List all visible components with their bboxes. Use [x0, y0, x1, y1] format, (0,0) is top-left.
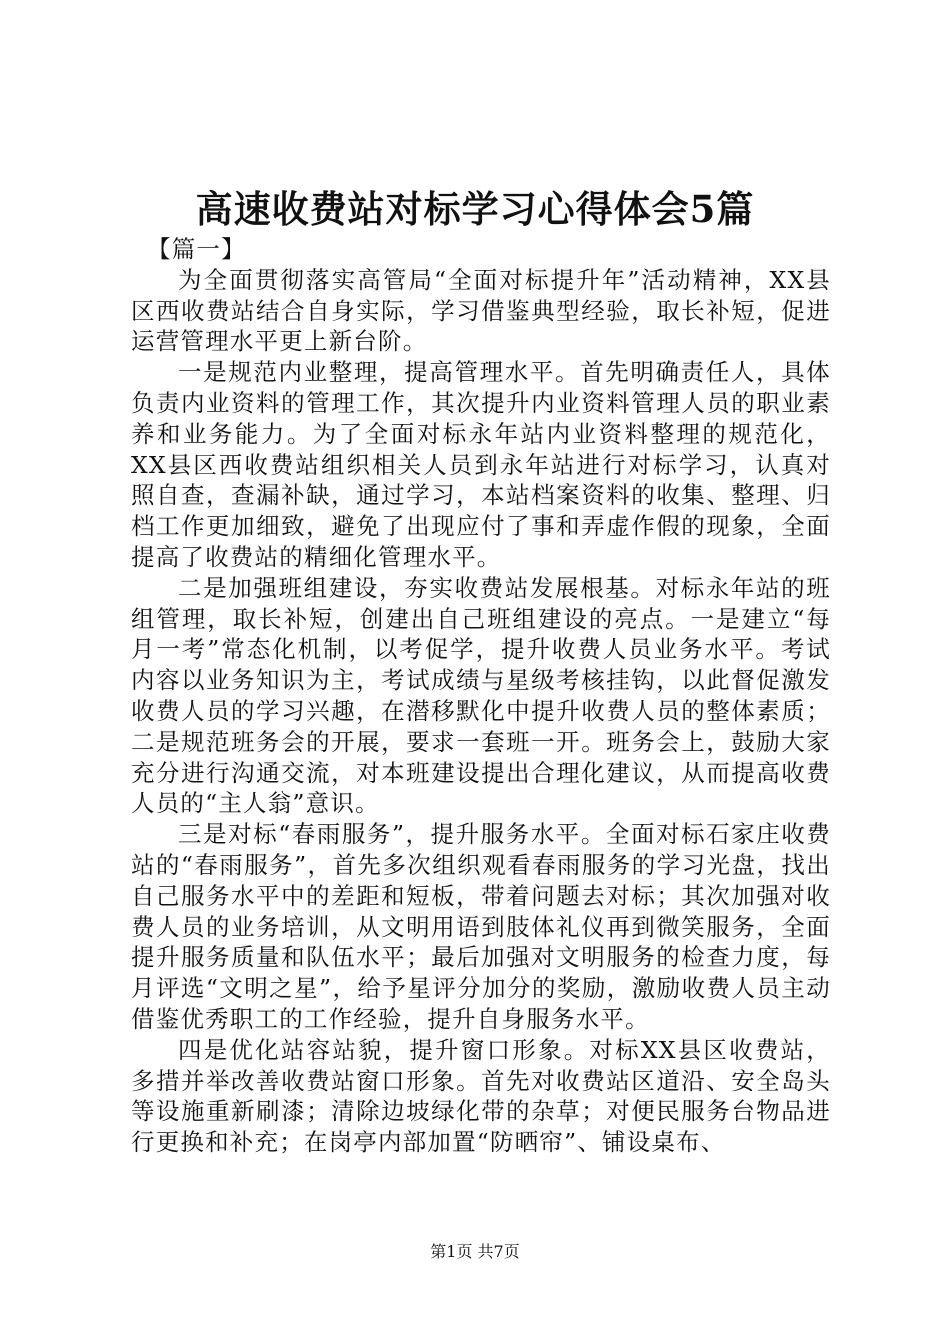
paragraph-point-two: 二是加强班组建设，夯实收费站发展根基。对标永年站的班组管理，取长补短，创建出自己班组建设的亮点。一是建立“每月一考”常态化机制，以考促学，提升收费人员业务水平。考试内容以业务知识为主，考试成绩与星级考核挂钩，以此督促激发收费人员的学习兴趣，在潜移默化中提升收费人员的整体素质；二是规范班务会的开展，要求一套班一开。班务会上，鼓励大家充分进行沟通交流，对本班建设提出合理化建议，从而提高收费人员的“主人翁”意识。: [131, 573, 831, 818]
document-body: [131, 234, 831, 1158]
page-number-footer: 第1页 共7页: [430, 1242, 520, 1261]
paragraph-intro: 为全面贯彻落实高管局“全面对标提升年”活动精神，XX县区西收费站结合自身实际，学习借鉴典型经验，取长补短，促进运营管理水平更上新台阶。: [131, 265, 831, 356]
document-title: 高速收费站对标学习心得体会5篇: [195, 187, 755, 231]
paragraph-point-three: 三是对标“春雨服务”，提升服务水平。全面对标石家庄收费站的“春雨服务”，首先多次组织观看春雨服务的学习光盘，找出自己服务水平中的差距和短板，带着问题去对标；其次加强对收费人员的业务培训，从文明用语到肢体礼仪再到微笑服务，全面提升服务质量和队伍水平；最后加强对文明服务的检查力度，每月评选“文明之星”，给予星评分加分的奖励，激励收费人员主动借鉴优秀职工的工作经验，提升自身服务水平。: [131, 820, 831, 1033]
paragraph-point-one: 一是规范内业整理，提高管理水平。首先明确责任人，具体负责内业资料的管理工作，其次提升内业资料管理人员的职业素养和业务能力。为了全面对标永年站内业资料整理的规范化，XX县区西收费站组织相关人员到永年站进行对标学习，认真对照自查，查漏补缺，通过学习，本站档案资料的收集、整理、归档工作更加细致，避免了出现应付了事和弄虚作假的现象，全面提高了收费站的精细化管理水平。: [131, 358, 831, 571]
paragraph-point-four: 四是优化站容站貌，提升窗口形象。对标XX县区收费站，多措并举改善收费站窗口形象。首先对收费站区道沿、安全岛头等设施重新刷漆；清除边坡绿化带的杂草；对便民服务台物品进行更换和补充；在岗亭内部加置“防晒帘”、铺设桌布、: [131, 1035, 831, 1157]
section-label: 【篇一】: [147, 235, 246, 263]
